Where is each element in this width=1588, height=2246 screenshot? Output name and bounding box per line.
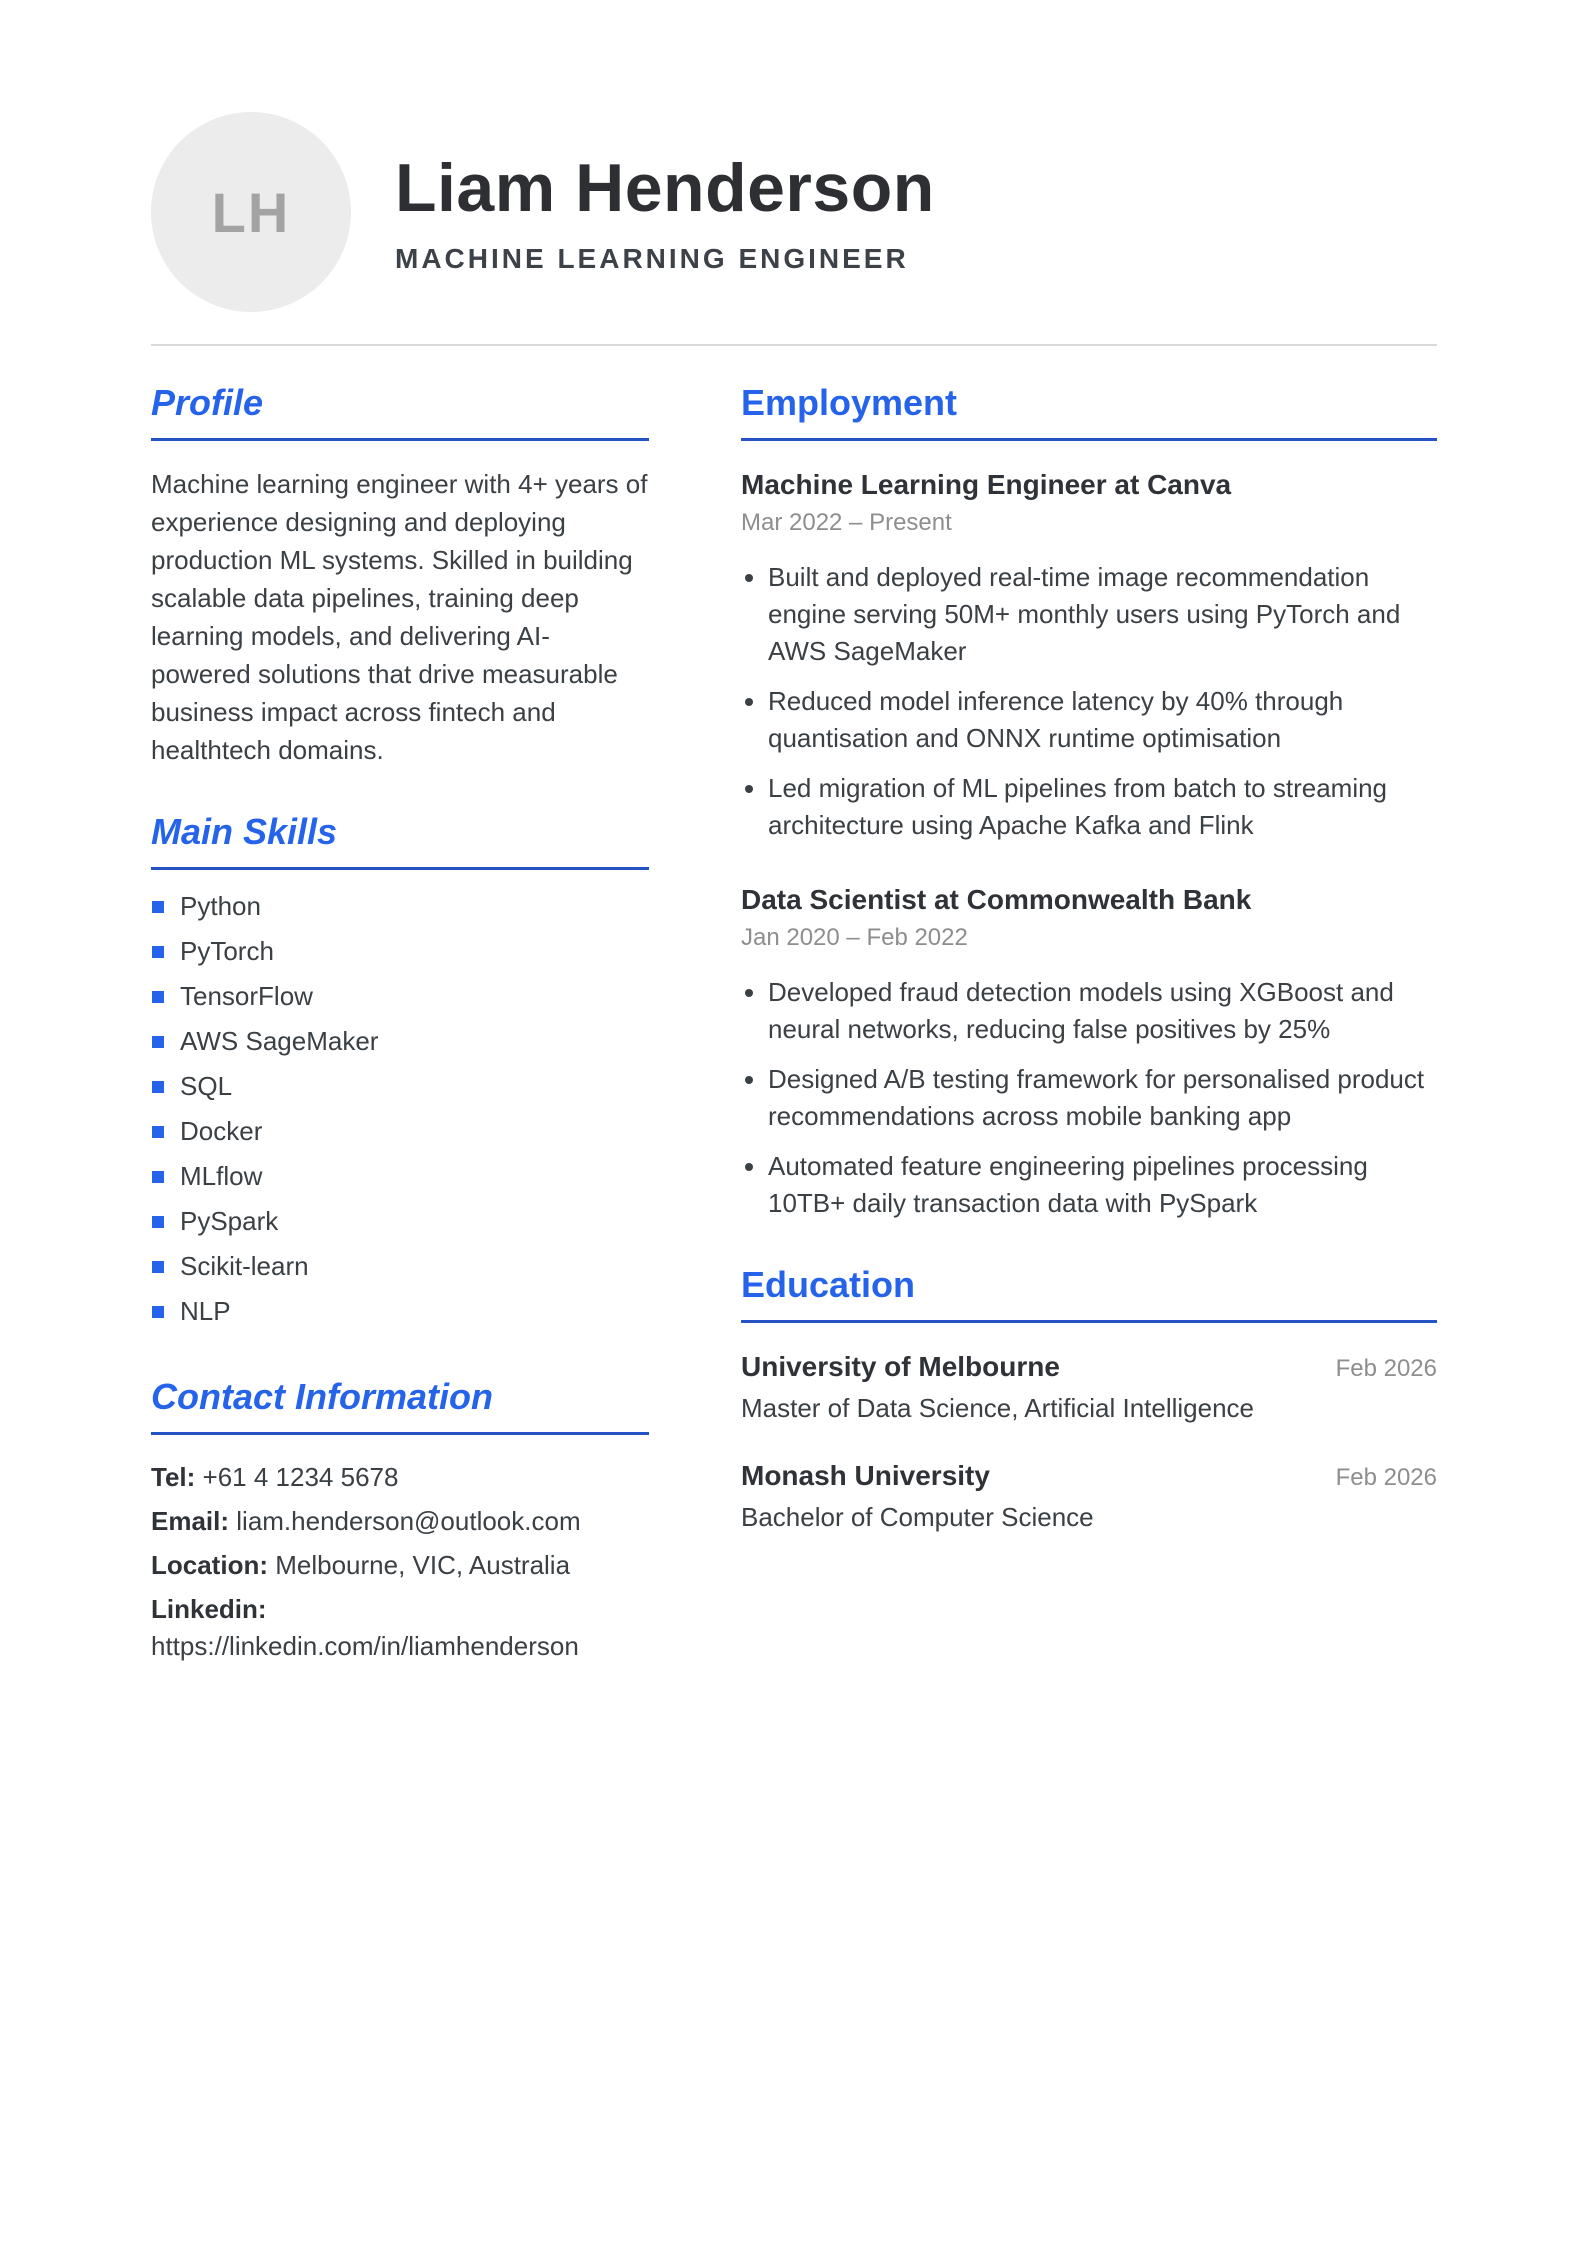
page-title: Liam Henderson: [395, 150, 935, 226]
school-date: Feb 2026: [1335, 1464, 1437, 1491]
contact-email-label: Email:: [151, 1506, 230, 1536]
contact-location: [151, 1547, 649, 1584]
contact-section: [151, 1376, 649, 1665]
education-entry: [741, 1460, 1437, 1533]
job-bullet-list: [741, 974, 1437, 1222]
job-bullet: • Led migration of ML pipelines from batch to streaming architecture using Apache Kafka and Flink: [768, 770, 1437, 844]
right-column: [741, 382, 1437, 1707]
contact-email: [151, 1503, 649, 1540]
skill-item: Docker: [151, 1109, 649, 1154]
skill-item: Python: [151, 884, 649, 929]
education-heading: Education: [741, 1264, 1437, 1323]
header-divider: [151, 344, 1437, 346]
education-entry: [741, 1351, 1437, 1424]
contact-location-value: Melbourne, VIC, Australia: [275, 1550, 571, 1580]
skill-item: MLflow: [151, 1154, 649, 1199]
job-bullet-list: [741, 559, 1437, 844]
contact-email-value: liam.henderson@outlook.com: [236, 1506, 581, 1536]
job-dates: Mar 2022 – Present: [741, 509, 952, 536]
content-columns: [151, 382, 1437, 1707]
job-bullet: • Reduced model inference latency by 40% through quantisation and ONNX runtime optimisation: [768, 683, 1437, 757]
skill-item: NLP: [151, 1289, 649, 1334]
school-name: University of Melbourne: [741, 1351, 1060, 1382]
skill-item: SQL: [151, 1064, 649, 1109]
profile-heading: Profile: [151, 382, 649, 441]
skill-item: PyTorch: [151, 929, 649, 974]
job-bullet: • Automated feature engineering pipelines processing 10TB+ daily transaction data with PySpark: [768, 1148, 1437, 1222]
job-title: Machine Learning Engineer at Canva: [741, 469, 1232, 500]
degree: Master of Data Science, Artificial Intelligence: [741, 1393, 1255, 1423]
avatar: [151, 112, 351, 312]
contact-tel: [151, 1459, 649, 1496]
job-dates: Jan 2020 – Feb 2022: [741, 924, 968, 951]
employment-heading: Employment: [741, 382, 1437, 441]
job-title: Data Scientist at Commonwealth Bank: [741, 884, 1252, 915]
skill-item: Scikit-learn: [151, 1244, 649, 1289]
header: [151, 112, 1437, 312]
skills-heading: Main Skills: [151, 811, 649, 870]
job-entry: [741, 469, 1437, 844]
contact-heading: Contact Information: [151, 1376, 649, 1435]
contact-linkedin: [151, 1591, 649, 1665]
avatar-initials: LH: [211, 180, 291, 244]
skills-list: [151, 884, 649, 1334]
skill-item: PySpark: [151, 1199, 649, 1244]
job-bullet: • Built and deployed real-time image recommendation engine serving 50M+ monthly users using PyTorch and AWS SageMaker: [768, 559, 1437, 670]
left-column: [151, 382, 649, 1707]
contact-block: [151, 1459, 649, 1665]
school-name: Monash University: [741, 1460, 990, 1491]
skill-item: AWS SageMaker: [151, 1019, 649, 1064]
education-row: [741, 1351, 1437, 1383]
contact-linkedin-label: Linkedin:: [151, 1594, 267, 1624]
header-role-subtitle: MACHINE LEARNING ENGINEER: [395, 243, 909, 274]
contact-location-label: Location:: [151, 1550, 268, 1580]
skills-section: [151, 811, 649, 1334]
skill-item: TensorFlow: [151, 974, 649, 1019]
contact-tel-label: Tel:: [151, 1462, 196, 1492]
job-entry: [741, 884, 1437, 1222]
contact-tel-value: +61 4 1234 5678: [202, 1462, 399, 1492]
job-bullet: • Designed A/B testing framework for personalised product recommendations across mobile banking app: [768, 1061, 1437, 1135]
school-date: Feb 2026: [1335, 1355, 1437, 1382]
profile-text: Machine learning engineer with 4+ years of experience designing and deploying production ML systems. Skilled in building scalable data pipelines, training deep learning models, and delivering AI-powered solutions that drive measurable business impact across fintech and healthtech domains.: [151, 469, 648, 765]
contact-linkedin-value: https://linkedin.com/in/liamhenderson: [151, 1631, 579, 1661]
education-row: [741, 1460, 1437, 1492]
employment-section: [741, 382, 1437, 1222]
name-block: [395, 149, 935, 275]
degree: Bachelor of Computer Science: [741, 1502, 1094, 1532]
job-bullet: • Developed fraud detection models using XGBoost and neural networks, reducing false positives by 25%: [768, 974, 1437, 1048]
profile-section: [151, 382, 649, 769]
education-section: [741, 1264, 1437, 1533]
